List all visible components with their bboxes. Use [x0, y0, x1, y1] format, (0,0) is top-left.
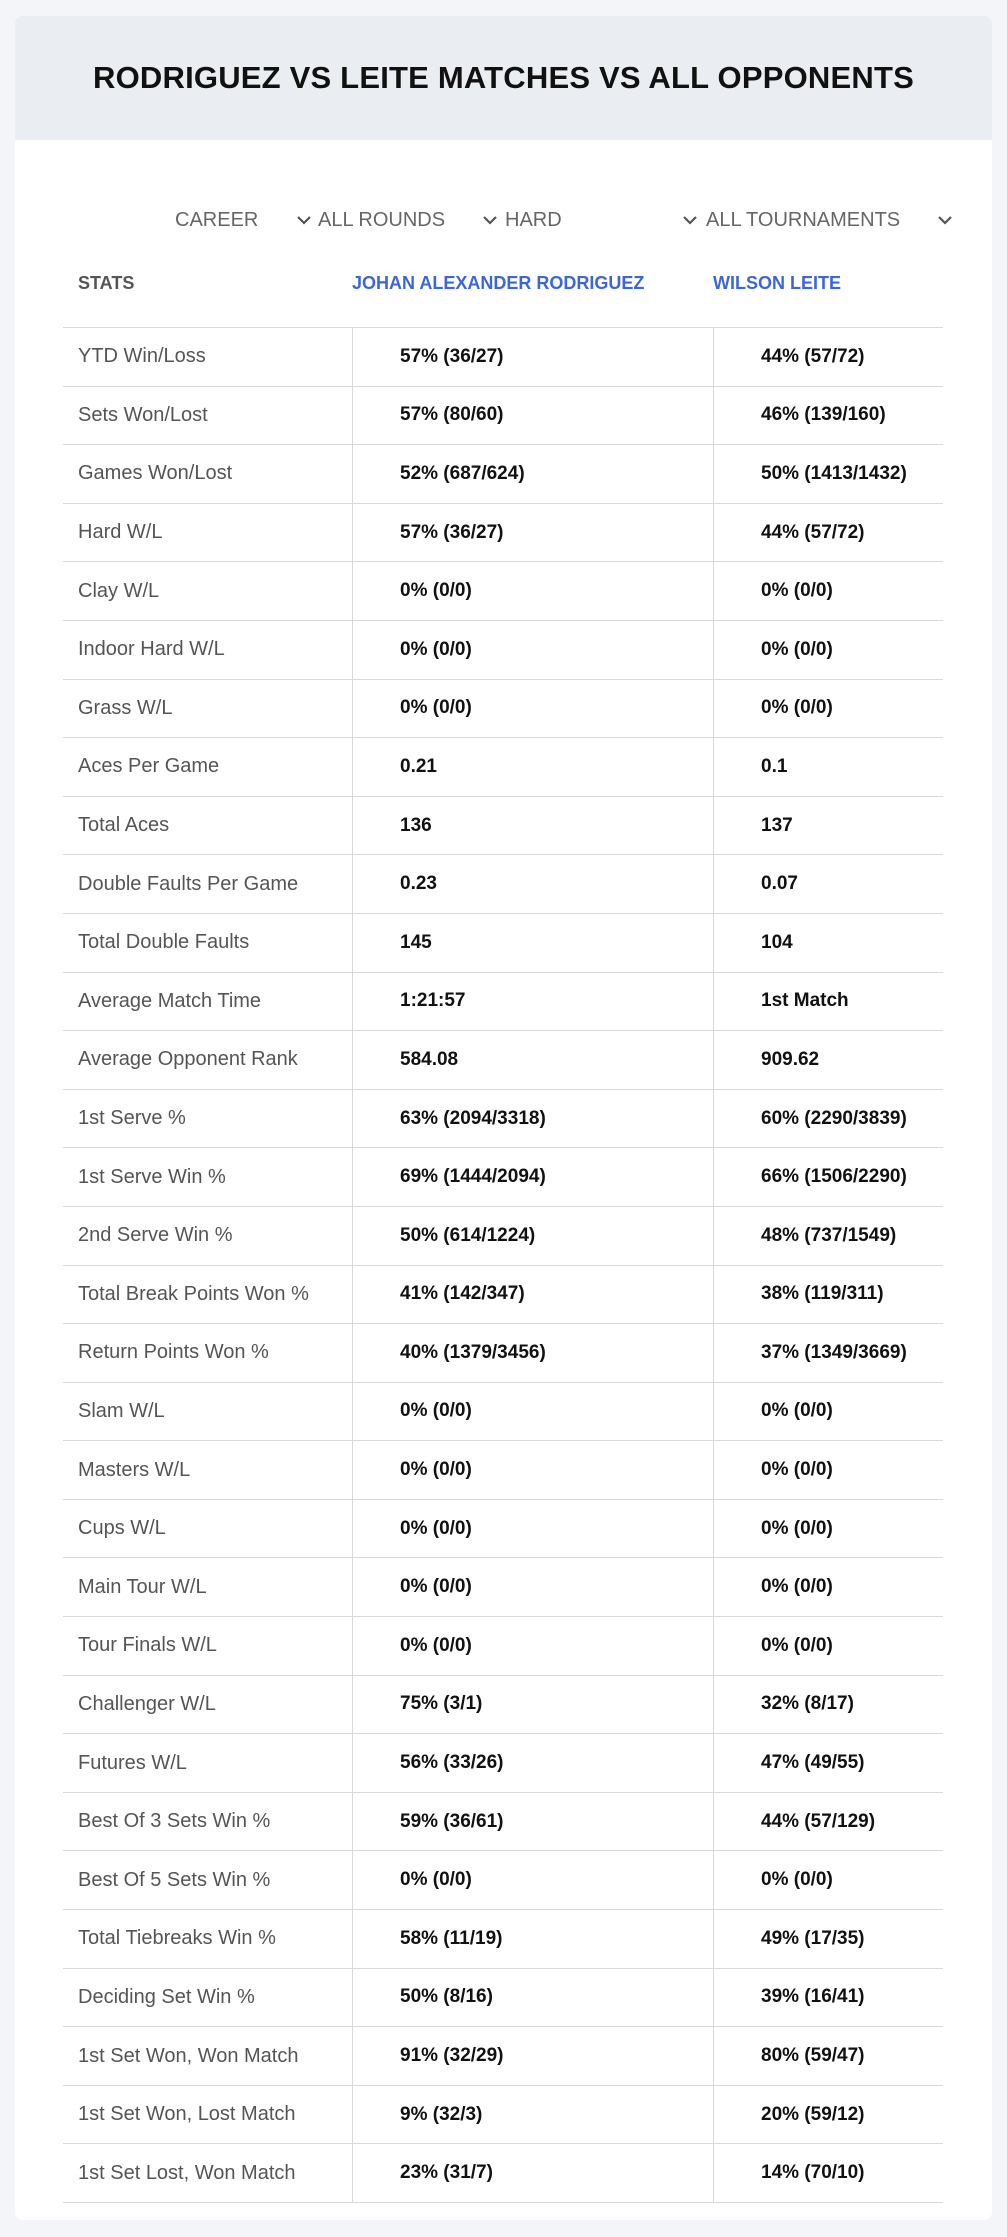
table-row	[63, 387, 943, 446]
player2-value: 50% (1413/1432)	[761, 462, 907, 484]
player2-value: 44% (57/72)	[761, 521, 865, 543]
player2-value: 0% (0/0)	[761, 1459, 833, 1481]
player1-value: 75% (3/1)	[400, 1693, 483, 1715]
player2-value: 0% (0/0)	[761, 1869, 833, 1891]
stat-label: Total Aces	[78, 814, 170, 837]
player2-value: 46% (139/160)	[761, 404, 886, 426]
page-title: RODRIGUEZ VS LEITE MATCHES VS ALL OPPONENTS	[93, 60, 914, 95]
tournaments-select-label: ALL TOURNAMENTS	[706, 208, 901, 231]
stat-label: Games Won/Lost	[78, 462, 233, 485]
player2-value: 39% (16/41)	[761, 1986, 865, 2008]
table-row	[63, 562, 943, 621]
table-row	[63, 2144, 943, 2203]
stat-label: Aces Per Game	[78, 755, 220, 778]
table-row	[63, 1910, 943, 1969]
table-row	[63, 797, 943, 856]
player2-value: 0.1	[761, 755, 788, 777]
chevron-down-icon	[293, 209, 315, 231]
stat-label: Tour Finals W/L	[78, 1634, 217, 1657]
player2-value: 80% (59/47)	[761, 2045, 865, 2067]
stat-label: YTD Win/Loss	[78, 345, 206, 368]
player2-value: 14% (70/10)	[761, 2162, 865, 2184]
player1-value: 0% (0/0)	[400, 697, 472, 719]
player1-value: 0% (0/0)	[400, 638, 472, 660]
player1-value: 0% (0/0)	[400, 1576, 472, 1598]
player1-value: 0% (0/0)	[400, 1869, 472, 1891]
player2-value: 44% (57/129)	[761, 1810, 876, 1832]
column-divider	[713, 328, 714, 2203]
player1-value: 0% (0/0)	[400, 1634, 472, 1656]
player2-value: 0.07	[761, 873, 798, 895]
player2-value: 137	[761, 814, 793, 836]
stat-label: Hard W/L	[78, 521, 163, 544]
player1-value: 52% (687/624)	[400, 462, 525, 484]
table-row	[63, 738, 943, 797]
table-header	[63, 256, 943, 328]
player2-value: 47% (49/55)	[761, 1752, 865, 1774]
player1-value: 56% (33/26)	[400, 1752, 504, 1774]
stat-label: Masters W/L	[78, 1458, 191, 1481]
table-row	[63, 1617, 943, 1676]
player1-value: 57% (36/27)	[400, 345, 504, 367]
table-row	[63, 1441, 943, 1500]
player2-value: 1st Match	[761, 990, 849, 1012]
player1-value: 0% (0/0)	[400, 1400, 472, 1422]
player2-value: 0% (0/0)	[761, 638, 833, 660]
stat-label: Futures W/L	[78, 1751, 187, 1774]
player2-value: 909.62	[761, 1048, 820, 1070]
stat-label: 1st Set Lost, Won Match	[78, 2161, 296, 2184]
stat-label: Cups W/L	[78, 1517, 166, 1540]
table-row	[63, 1383, 943, 1442]
player2-value: 20% (59/12)	[761, 2103, 865, 2125]
player2-value: 0% (0/0)	[761, 580, 833, 602]
stat-label: 1st Serve Win %	[78, 1165, 226, 1188]
table-row	[63, 1207, 943, 1266]
surface-select[interactable]	[505, 192, 701, 248]
player2-value: 66% (1506/2290)	[761, 1166, 907, 1188]
player1-value: 1:21:57	[400, 990, 466, 1012]
player2-value: 49% (17/35)	[761, 1927, 865, 1949]
player1-value: 50% (8/16)	[400, 1986, 493, 2008]
column-divider	[352, 328, 353, 2203]
filter-bar	[15, 192, 992, 248]
table-row	[63, 1969, 943, 2028]
stat-label: Slam W/L	[78, 1399, 165, 1422]
player2-value: 0% (0/0)	[761, 1576, 833, 1598]
player1-value: 58% (11/19)	[400, 1927, 503, 1949]
player1-column-header[interactable]: JOHAN ALEXANDER RODRIGUEZ	[352, 273, 645, 293]
player2-value: 104	[761, 931, 793, 953]
player1-value: 0.23	[400, 873, 437, 895]
stats-table	[63, 256, 943, 2203]
player1-value: 0% (0/0)	[400, 580, 472, 602]
player2-value: 37% (1349/3669)	[761, 1341, 907, 1363]
player2-value: 48% (737/1549)	[761, 1224, 897, 1246]
stat-label: Total Tiebreaks Win %	[78, 1927, 276, 1950]
table-row	[63, 1851, 943, 1910]
player2-value: 32% (8/17)	[761, 1693, 854, 1715]
table-row	[63, 2027, 943, 2086]
chevron-down-icon	[679, 209, 701, 231]
player1-value: 57% (36/27)	[400, 521, 504, 543]
player1-value: 63% (2094/3318)	[400, 1107, 546, 1129]
stat-label: Return Points Won %	[78, 1341, 269, 1364]
period-select[interactable]	[175, 192, 315, 248]
stat-label: Clay W/L	[78, 579, 160, 602]
player2-value: 0% (0/0)	[761, 1634, 833, 1656]
table-row	[63, 1734, 943, 1793]
table-row	[63, 1090, 943, 1149]
table-row	[63, 328, 943, 387]
stat-label: Average Opponent Rank	[78, 1048, 298, 1071]
stat-label: Total Double Faults	[78, 931, 250, 954]
table-row	[63, 2086, 943, 2145]
chevron-down-icon	[934, 209, 956, 231]
player1-value: 50% (614/1224)	[400, 1224, 536, 1246]
player1-value: 40% (1379/3456)	[400, 1341, 546, 1363]
table-row	[63, 1324, 943, 1383]
player1-value: 57% (80/60)	[400, 404, 504, 426]
stat-label: 1st Serve %	[78, 1107, 186, 1130]
table-row	[63, 504, 943, 563]
player1-value: 0% (0/0)	[400, 1459, 472, 1481]
table-body	[63, 328, 943, 2203]
table-row	[63, 1031, 943, 1090]
player1-value: 584.08	[400, 1048, 459, 1070]
player2-value: 38% (119/311)	[761, 1283, 884, 1305]
player1-value: 69% (1444/2094)	[400, 1166, 546, 1188]
stat-label: 1st Set Won, Lost Match	[78, 2103, 296, 2126]
stat-label: Best Of 3 Sets Win %	[78, 1810, 271, 1833]
player2-value: 44% (57/72)	[761, 345, 865, 367]
player2-column-header[interactable]: WILSON LEITE	[713, 273, 841, 293]
player1-value: 0.21	[400, 755, 437, 777]
table-row	[63, 1266, 943, 1325]
tournaments-select[interactable]	[706, 192, 956, 248]
table-row	[63, 855, 943, 914]
table-row	[63, 621, 943, 680]
player1-value: 41% (142/347)	[400, 1283, 525, 1305]
stat-label: Main Tour W/L	[78, 1575, 207, 1598]
table-row	[63, 445, 943, 504]
stat-label: 2nd Serve Win %	[78, 1224, 233, 1247]
stat-label: Indoor Hard W/L	[78, 638, 225, 661]
stat-label: Total Break Points Won %	[78, 1282, 309, 1305]
player1-value: 136	[400, 814, 432, 836]
table-row	[63, 680, 943, 739]
player2-value: 60% (2290/3839)	[761, 1107, 907, 1129]
player1-value: 23% (31/7)	[400, 2162, 493, 2184]
player1-value: 59% (36/61)	[400, 1810, 504, 1832]
surface-select-label: HARD	[505, 208, 562, 231]
table-row	[63, 973, 943, 1032]
table-row	[63, 1500, 943, 1559]
stat-label: Average Match Time	[78, 989, 262, 1012]
stats-column-header: STATS	[78, 273, 135, 293]
table-row	[63, 1558, 943, 1617]
rounds-select[interactable]	[318, 192, 501, 248]
stat-label: Best Of 5 Sets Win %	[78, 1868, 271, 1891]
rounds-select-label: ALL ROUNDS	[318, 208, 446, 231]
stat-label: Grass W/L	[78, 696, 173, 719]
stats-card	[15, 16, 992, 2220]
stat-label: Challenger W/L	[78, 1692, 216, 1715]
stat-label: Deciding Set Win %	[78, 1985, 255, 2008]
stat-label: Double Faults Per Game	[78, 872, 299, 895]
player2-value: 0% (0/0)	[761, 697, 833, 719]
player2-value: 0% (0/0)	[761, 1400, 833, 1422]
stat-label: Sets Won/Lost	[78, 403, 208, 426]
period-select-label: CAREER	[175, 208, 259, 231]
card-header	[15, 16, 992, 140]
table-row	[63, 914, 943, 973]
stat-label: 1st Set Won, Won Match	[78, 2044, 299, 2067]
table-row	[63, 1148, 943, 1207]
table-row	[63, 1793, 943, 1852]
table-row	[63, 1676, 943, 1735]
player2-value: 0% (0/0)	[761, 1517, 833, 1539]
player1-value: 91% (32/29)	[400, 2045, 504, 2067]
player1-value: 9% (32/3)	[400, 2103, 483, 2125]
player1-value: 0% (0/0)	[400, 1517, 472, 1539]
chevron-down-icon	[479, 209, 501, 231]
player1-value: 145	[400, 931, 432, 953]
